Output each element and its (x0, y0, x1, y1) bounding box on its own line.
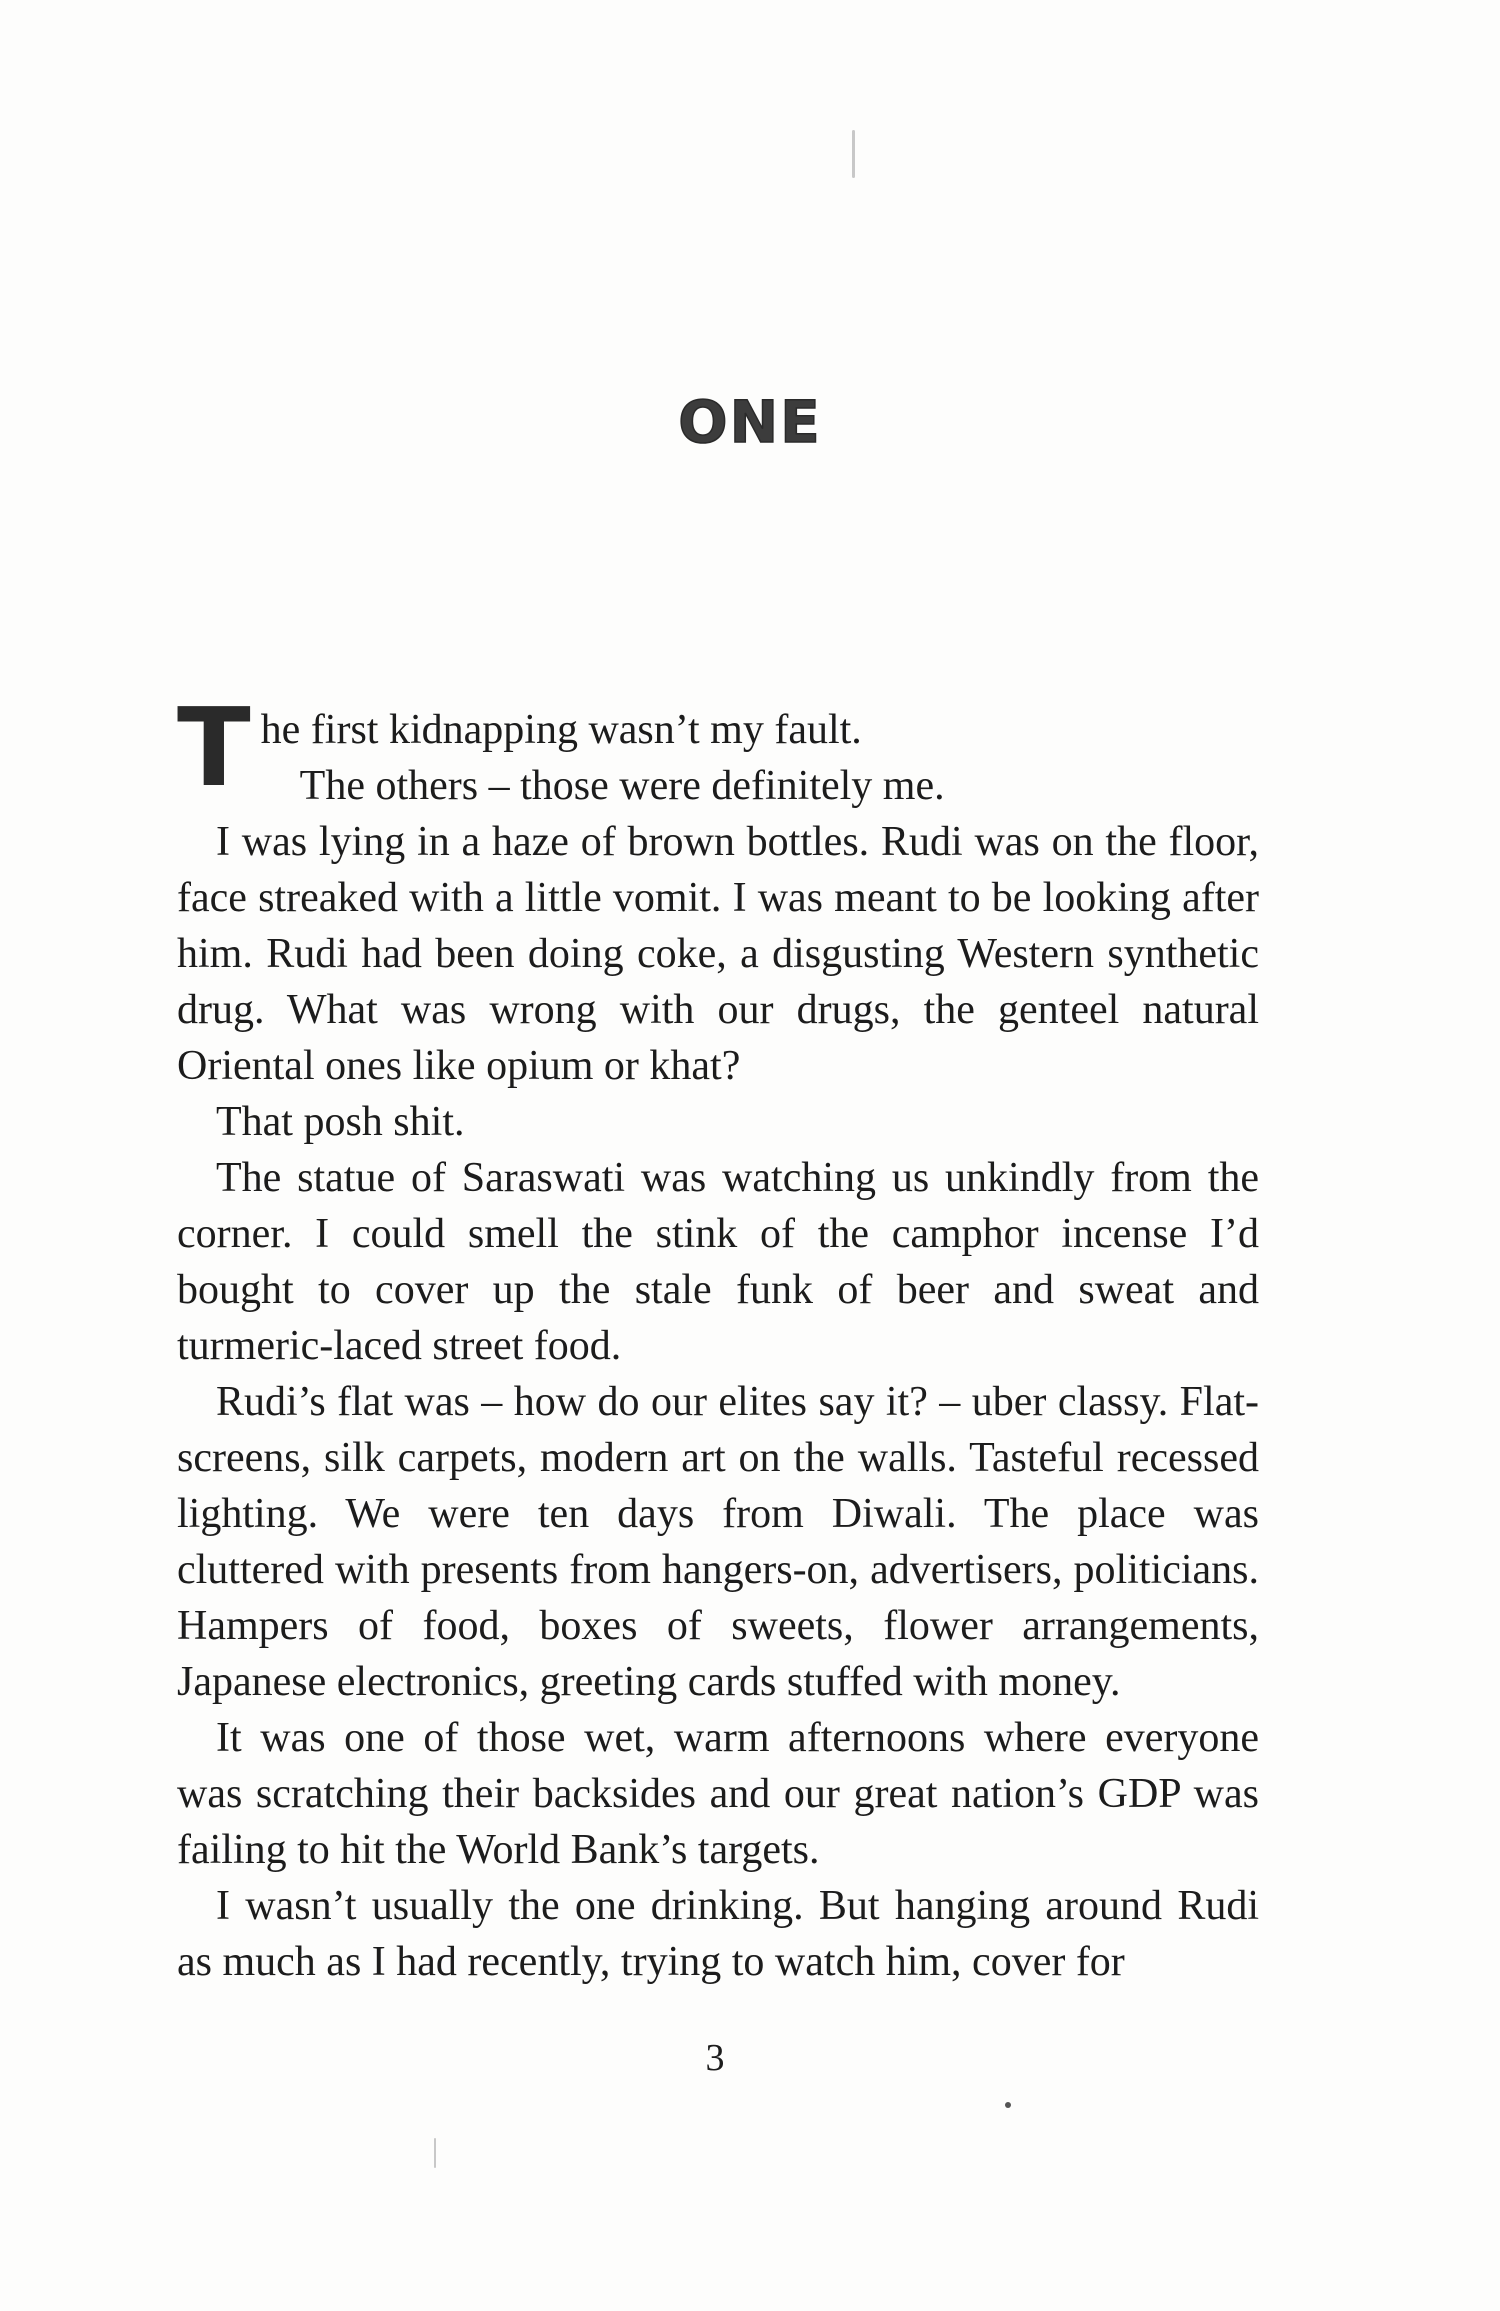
paragraph-text: he first kidnapping wasn’t my fault. (260, 707, 862, 753)
drop-cap: T (177, 686, 251, 811)
scan-artifact (852, 130, 855, 178)
paragraph: I was lying in a haze of brown bottles. Rudi was on the floor, face streaked with a little vomit. I was meant to be looking after him. Rudi had been doing coke, a disgusting Western synthetic drug. What was wrong with our drugs, the genteel natural Oriental ones like opium or khat? (177, 819, 1259, 1089)
chapter-title: ONE (678, 388, 822, 456)
paragraph: It was one of those wet, warm afternoons where everyone was scratching their backsides and our great nation’s GDP was failing to hit the World Bank’s targets. (177, 1715, 1259, 1873)
chapter-body (177, 686, 1259, 1990)
paragraph: The others – those were definitely me. (299, 763, 945, 809)
scan-artifact (1005, 2102, 1011, 2108)
scan-artifact (434, 2138, 436, 2168)
paragraph: The statue of Saraswati was watching us unkindly from the corner. I could smell the stink of the camphor incense I’d bought to cover up the stale funk of beer and sweat and turmeric-laced street food. (177, 1155, 1259, 1369)
paragraph: Rudi’s flat was – how do our elites say it? – uber classy. Flat-screens, silk carpets, modern art on the walls. Tasteful recessed lighting. We were ten days from Diwali. The place was cluttered with presents from hangers-on, advertisers, politicians. Hampers of food, boxes of sweets, flower arrangements, Japanese electronics, greeting cards stuffed with money. (177, 1379, 1259, 1705)
page-number: 3 (705, 2037, 725, 2079)
paragraph: I wasn’t usually the one drinking. But hanging around Rudi as much as I had recently, trying to watch him, cover for (177, 1883, 1259, 1985)
paragraph: That posh shit. (216, 1099, 465, 1145)
